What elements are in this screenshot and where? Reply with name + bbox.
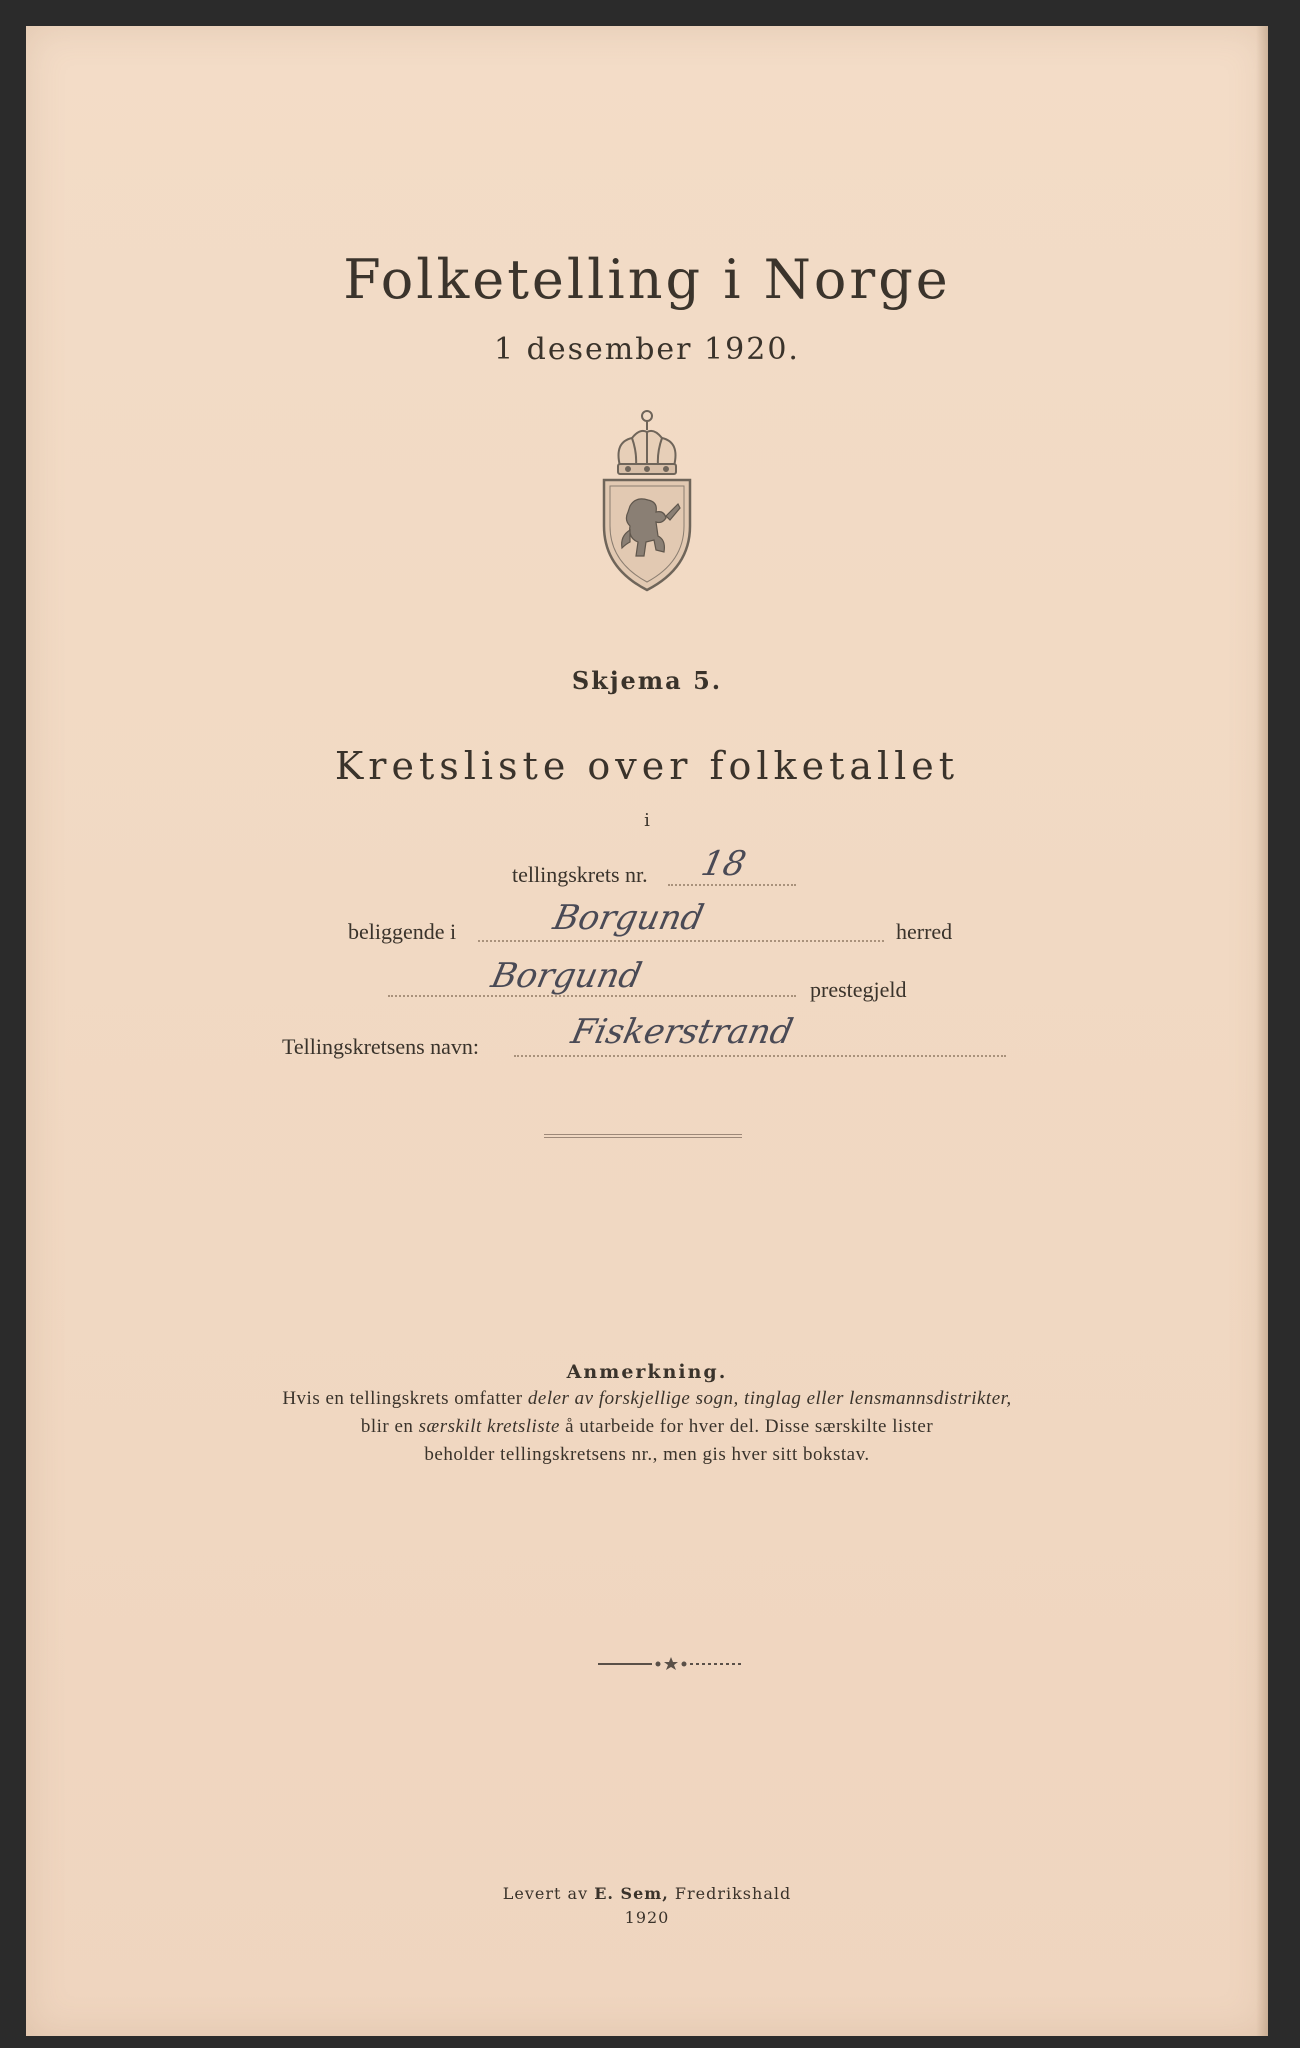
remark-heading: Anmerkning. <box>566 1361 728 1383</box>
remark-line-2 <box>26 1416 1268 1438</box>
remark-line-1-text: Hvis en tellingskrets omfatter <box>282 1388 528 1409</box>
remark-line-2-text-b: å utarbeide for hver del. Disse særskilte lister <box>559 1416 934 1437</box>
census-form-page <box>26 26 1268 2036</box>
form-heading: Kretsliste over folketallet <box>334 744 960 788</box>
connector-text: i <box>644 810 650 831</box>
norwegian-coat-of-arms-icon <box>592 406 702 596</box>
district-name-label: Tellingskretsens navn: <box>282 1034 480 1059</box>
section-divider <box>544 1134 742 1138</box>
schema-number: Skjema 5. <box>571 666 723 695</box>
remark-line-1 <box>26 1388 1268 1410</box>
page-title: Folketelling i Norge <box>343 248 951 311</box>
district-number-label: tellingskrets nr. <box>512 862 648 887</box>
census-date: 1 desember 1920. <box>494 332 800 367</box>
print-year: 1920 <box>624 1908 670 1927</box>
district-name-value: Fiskerstrand <box>567 1012 797 1052</box>
remark-line-1-emphasis: deler av forskjellige sogn, tinglag eller lensmannsdistrikter, <box>527 1388 1012 1409</box>
supplied-by-text: Levert av <box>502 1884 595 1903</box>
page-edge-shadow <box>1256 26 1268 2036</box>
printer-name: E. Sem, <box>594 1884 669 1903</box>
remark-line-2-emphasis: særskilt kretsliste <box>418 1416 560 1437</box>
printer-line <box>26 1884 1268 1903</box>
district-name-line <box>514 1055 1006 1057</box>
located-label: beliggende i <box>348 919 457 944</box>
remark-line-3: beholder tellingskretsens nr., men gis hver sitt bokstav. <box>424 1444 870 1465</box>
prestegjeld-value: Borgund <box>487 956 646 996</box>
district-number-line <box>668 884 796 886</box>
herred-value: Borgund <box>549 898 708 938</box>
herred-line <box>478 940 884 942</box>
herred-label: herred <box>896 919 953 944</box>
remark-line-2-text-a: blir en <box>360 1416 419 1437</box>
printer-place: Fredrikshald <box>668 1884 792 1903</box>
prestegjeld-label: prestegjeld <box>810 977 907 1002</box>
district-number-value: 18 <box>697 844 750 884</box>
decorative-rule-icon <box>596 1654 746 1674</box>
